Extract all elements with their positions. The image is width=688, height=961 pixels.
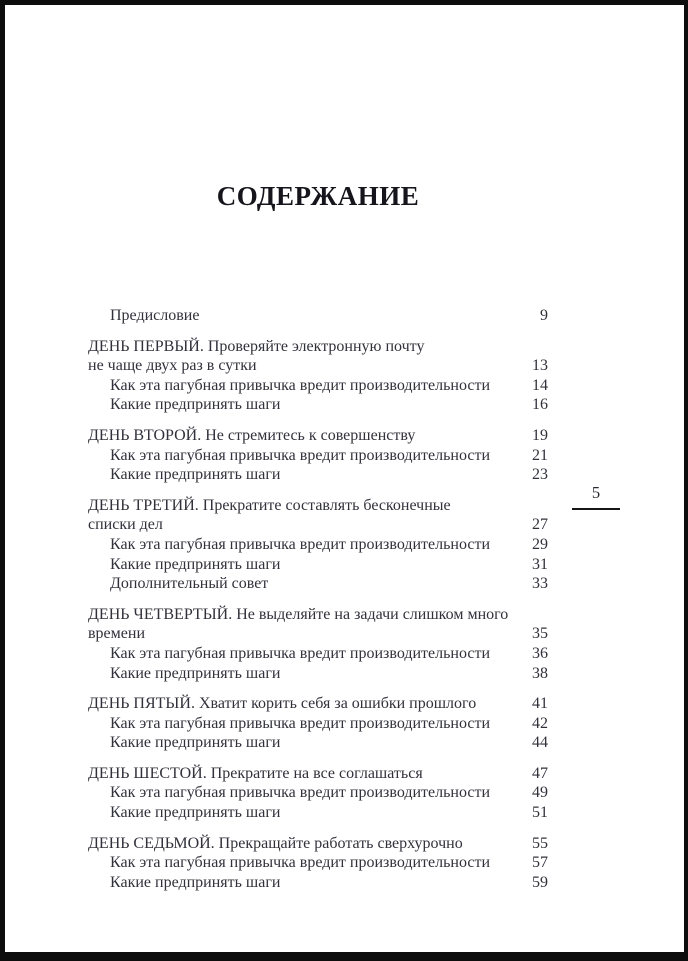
toc-row xyxy=(88,337,548,357)
toc-row xyxy=(88,574,548,594)
toc-entry-page: 13 xyxy=(532,357,548,375)
toc-entry-page: 55 xyxy=(532,834,548,852)
toc-entry-page: 59 xyxy=(532,873,548,891)
toc-entry-text: Какие предпринять шаги xyxy=(110,664,281,682)
toc-row xyxy=(88,664,548,684)
toc-entry-page: 29 xyxy=(532,535,548,553)
toc-entry-text: Как эта пагубная привычка вредит производительности xyxy=(110,535,491,553)
toc-entry-text: Как эта пагубная привычка вредит производительности xyxy=(110,644,491,662)
toc-entry-text: Какие предпринять шаги xyxy=(110,466,281,484)
toc-row xyxy=(88,783,548,803)
toc-row xyxy=(88,714,548,734)
toc-entry-page: 14 xyxy=(532,376,548,394)
toc-row xyxy=(88,555,548,575)
toc-entry-text: Как эта пагубная привычка вредит производительности xyxy=(110,714,491,732)
toc-row xyxy=(88,764,548,784)
toc-entry-page: 47 xyxy=(532,764,548,782)
toc-entry-page: 51 xyxy=(532,804,548,822)
toc-row xyxy=(88,853,548,873)
toc-entry-text: ДЕНЬ ПЕРВЫЙ. Проверяйте электронную почту xyxy=(88,337,425,355)
toc-row xyxy=(88,694,548,714)
toc-row xyxy=(88,733,548,753)
toc-entry-text: Предисловие xyxy=(110,307,200,324)
toc-entry-text: Как эта пагубная привычка вредит производительности xyxy=(110,784,491,802)
toc-entry-page: 31 xyxy=(532,555,548,573)
toc-entry-text: не чаще двух раз в сутки xyxy=(88,357,257,375)
book-page xyxy=(5,5,684,952)
toc-entry-text: Дополнительный совет xyxy=(110,575,269,593)
toc-row xyxy=(88,515,548,535)
toc-row xyxy=(88,395,548,415)
toc-entry-page: 49 xyxy=(532,784,548,802)
toc-entry-page: 57 xyxy=(532,854,548,872)
toc-row xyxy=(88,496,548,516)
toc-row xyxy=(88,306,548,326)
toc-list xyxy=(88,306,548,892)
toc-group xyxy=(88,306,548,326)
toc-row xyxy=(88,873,548,893)
toc-group xyxy=(88,694,548,753)
toc-group xyxy=(88,496,548,594)
toc-row xyxy=(88,644,548,664)
toc-row xyxy=(88,605,548,625)
toc-row xyxy=(88,535,548,555)
toc-entry-page: 27 xyxy=(532,516,548,534)
toc-entry-page: 42 xyxy=(532,714,548,732)
toc-row xyxy=(88,465,548,485)
toc-entry-text: Как эта пагубная привычка вредит производительности xyxy=(110,376,491,394)
page-folio xyxy=(567,483,625,510)
toc-entry-text: Какие предпринять шаги xyxy=(110,396,281,414)
toc-entry-text: Как эта пагубная привычка вредит производительности xyxy=(110,854,491,872)
toc-entry-text: ДЕНЬ ШЕСТОЙ. Прекратите на все соглашаться xyxy=(88,764,423,782)
folio-rule xyxy=(572,508,620,510)
toc-entry-text: Какие предпринять шаги xyxy=(110,804,281,822)
toc-entry-page: 23 xyxy=(532,466,548,484)
toc-entry-page: 36 xyxy=(532,644,548,662)
toc-group xyxy=(88,337,548,415)
folio-number: 5 xyxy=(591,483,601,502)
toc-entry-page: 35 xyxy=(532,625,548,643)
toc-entry-text: ДЕНЬ ПЯТЫЙ. Хватит корить себя за ошибки прошлого xyxy=(88,695,477,713)
toc-row xyxy=(88,446,548,466)
toc-row xyxy=(88,803,548,823)
toc-group xyxy=(88,764,548,823)
toc-row xyxy=(88,356,548,376)
toc-entry-page: 33 xyxy=(532,575,548,593)
toc-entry-text: ДЕНЬ СЕДЬМОЙ. Прекращайте работать сверхурочно xyxy=(88,834,463,852)
toc-entry-page: 9 xyxy=(540,307,548,324)
toc-entry-text: Какие предпринять шаги xyxy=(110,873,281,891)
toc-entry-page: 38 xyxy=(532,664,548,682)
toc-entry-text: ДЕНЬ ВТОРОЙ. Не стремитесь к совершенству xyxy=(88,426,416,444)
toc-row xyxy=(88,426,548,446)
toc-entry-text: списки дел xyxy=(88,516,163,534)
toc-entry-text: времени xyxy=(88,625,146,643)
page-title: СОДЕРЖАНИЕ xyxy=(216,181,420,211)
toc-group xyxy=(88,834,548,893)
toc-entry-text: ДЕНЬ ЧЕТВЕРТЫЙ. Не выделяйте на задачи слишком много xyxy=(88,605,509,623)
toc-entry-text: Как эта пагубная привычка вредит производительности xyxy=(110,446,491,464)
toc-group xyxy=(88,426,548,485)
content-column xyxy=(88,5,548,892)
toc-row xyxy=(88,834,548,854)
toc-entry-text: Какие предпринять шаги xyxy=(110,734,281,752)
toc-entry-page: 44 xyxy=(532,734,548,752)
toc-entry-page: 16 xyxy=(532,396,548,414)
toc-entry-text: Какие предпринять шаги xyxy=(110,555,281,573)
toc-entry-page: 21 xyxy=(532,446,548,464)
toc-group xyxy=(88,605,548,683)
toc-entry-page: 41 xyxy=(532,695,548,713)
toc-entry-text: ДЕНЬ ТРЕТИЙ. Прекратите составлять бесконечные xyxy=(88,496,451,514)
toc-row xyxy=(88,376,548,396)
toc-entry-page: 19 xyxy=(532,426,548,444)
toc-row xyxy=(88,624,548,644)
